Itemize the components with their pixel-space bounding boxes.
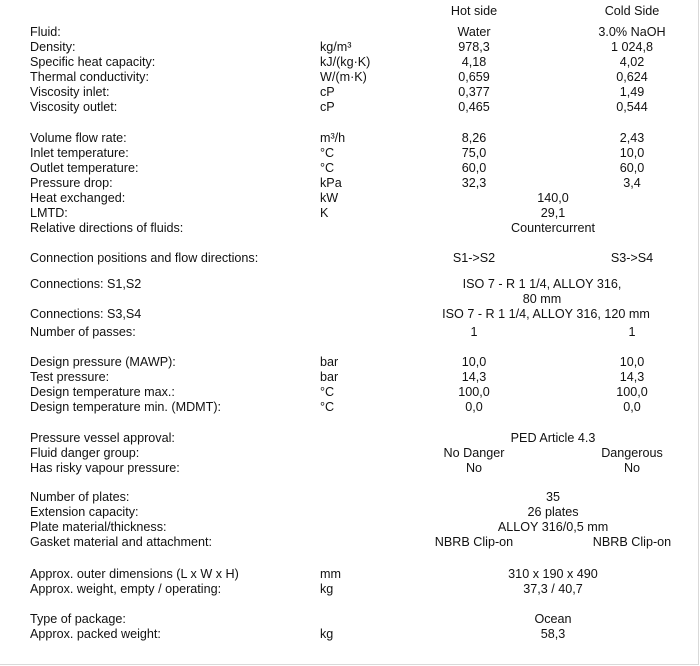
vapour-pressure-cold: No <box>623 461 641 475</box>
design-cold: 100,0 <box>616 385 648 399</box>
prop-cold: 4,02 <box>619 55 645 69</box>
package-type-label: Type of package: <box>30 612 126 626</box>
vapour-pressure-hot: No <box>465 461 483 475</box>
prop-unit: kg/m³ <box>320 40 352 54</box>
prop-label: Density: <box>30 40 76 54</box>
design-unit: bar <box>320 370 339 384</box>
header-cold-side: Cold Side <box>604 4 660 18</box>
design-unit: °C <box>320 385 335 399</box>
extension-value: 26 plates <box>527 505 579 519</box>
weight-label: Approx. weight, empty / operating: <box>30 582 222 596</box>
connections-s12-label: Connections: S1,S2 <box>30 277 142 291</box>
weight-value: 37,3 / 40,7 <box>523 582 583 596</box>
prop-hot: 0,465 <box>458 100 490 114</box>
connections-s34-label: Connections: S3,S4 <box>30 307 142 321</box>
fluid-cold: 3.0% NaOH <box>598 25 666 39</box>
plates-count-label: Number of plates: <box>30 490 130 504</box>
vessel-approval-label: Pressure vessel approval: <box>30 431 175 445</box>
prop-label: Viscosity inlet: <box>30 85 110 99</box>
plate-material-value: ALLOY 316/0,5 mm <box>497 520 609 534</box>
directions-value: Countercurrent <box>511 221 595 235</box>
prop-hot: 4,18 <box>461 55 487 69</box>
prop-unit: kJ/(kg·K) <box>320 55 371 69</box>
flow-cold: 2,43 <box>619 131 645 145</box>
prop-unit: cP <box>320 100 335 114</box>
prop-label: Viscosity outlet: <box>30 100 118 114</box>
prop-cold: 1 024,8 <box>610 40 654 54</box>
dimensions-label: Approx. outer dimensions (L x W x H) <box>30 567 239 581</box>
prop-hot: 0,659 <box>458 70 490 84</box>
lmtd-value: 29,1 <box>540 206 566 220</box>
lmtd-unit: K <box>320 206 329 220</box>
directions-label: Relative directions of fluids: <box>30 221 184 235</box>
flow-cold: 60,0 <box>619 161 645 175</box>
prop-unit: W/(m·K) <box>320 70 367 84</box>
danger-group-cold: Dangerous <box>601 446 663 460</box>
prop-hot: 0,377 <box>458 85 490 99</box>
flow-label: Inlet temperature: <box>30 146 129 160</box>
passes-hot: 1 <box>470 325 478 339</box>
design-hot: 10,0 <box>461 355 487 369</box>
packed-weight-label: Approx. packed weight: <box>30 627 161 641</box>
dimensions-unit: mm <box>320 567 341 581</box>
design-label: Design pressure (MAWP): <box>30 355 176 369</box>
fluid-hot: Water <box>457 25 491 39</box>
flow-label: Outlet temperature: <box>30 161 139 175</box>
flow-cold: 10,0 <box>619 146 645 160</box>
flow-unit: kPa <box>320 176 342 190</box>
plate-material-label: Plate material/thickness: <box>30 520 167 534</box>
connection-hot-direction: S1->S2 <box>452 251 496 265</box>
gasket-label: Gasket material and attachment: <box>30 535 213 549</box>
prop-label: Thermal conductivity: <box>30 70 149 84</box>
flow-unit: °C <box>320 146 335 160</box>
passes-label: Number of passes: <box>30 325 136 339</box>
weight-unit: kg <box>320 582 334 596</box>
dimensions-value: 310 x 190 x 490 <box>508 567 598 581</box>
connection-cold-direction: S3->S4 <box>610 251 654 265</box>
connections-s12-value: ISO 7 - R 1 1/4, ALLOY 316, 80 mm <box>462 277 622 306</box>
danger-group-label: Fluid danger group: <box>30 446 140 460</box>
flow-cold: 3,4 <box>623 176 641 190</box>
fluid-label: Fluid: <box>30 25 61 39</box>
design-hot: 0,0 <box>465 400 483 414</box>
header-hot-side: Hot side <box>450 4 498 18</box>
heat-value: 140,0 <box>537 191 569 205</box>
prop-cold: 1,49 <box>619 85 645 99</box>
danger-group-hot: No Danger <box>443 446 505 460</box>
vessel-approval-value: PED Article 4.3 <box>510 431 596 445</box>
package-type-value: Ocean <box>534 612 572 626</box>
flow-hot: 32,3 <box>461 176 487 190</box>
packed-weight-value: 58,3 <box>540 627 566 641</box>
design-cold: 0,0 <box>623 400 641 414</box>
flow-hot: 60,0 <box>461 161 487 175</box>
design-label: Design temperature max.: <box>30 385 175 399</box>
connection-positions-label: Connection positions and flow directions: <box>30 251 259 265</box>
prop-cold: 0,544 <box>616 100 648 114</box>
flow-unit: °C <box>320 161 335 175</box>
lmtd-label: LMTD: <box>30 206 68 220</box>
design-label: Test pressure: <box>30 370 110 384</box>
design-label: Design temperature min. (MDMT): <box>30 400 222 414</box>
design-hot: 100,0 <box>458 385 490 399</box>
heat-label: Heat exchanged: <box>30 191 126 205</box>
connections-s34-value: ISO 7 - R 1 1/4, ALLOY 316, 120 mm <box>442 307 650 321</box>
vapour-pressure-label: Has risky vapour pressure: <box>30 461 180 475</box>
design-hot: 14,3 <box>461 370 487 384</box>
prop-label: Specific heat capacity: <box>30 55 156 69</box>
prop-hot: 978,3 <box>458 40 490 54</box>
passes-cold: 1 <box>628 325 636 339</box>
plates-count-value: 35 <box>545 490 561 504</box>
flow-hot: 8,26 <box>461 131 487 145</box>
design-cold: 10,0 <box>619 355 645 369</box>
design-unit: bar <box>320 355 339 369</box>
flow-label: Pressure drop: <box>30 176 113 190</box>
heat-unit: kW <box>320 191 339 205</box>
design-cold: 14,3 <box>619 370 645 384</box>
flow-unit: m³/h <box>320 131 346 145</box>
design-unit: °C <box>320 400 335 414</box>
gasket-cold: NBRB Clip-on <box>592 535 672 549</box>
flow-hot: 75,0 <box>461 146 487 160</box>
extension-label: Extension capacity: <box>30 505 139 519</box>
prop-unit: cP <box>320 85 335 99</box>
packed-weight-unit: kg <box>320 627 334 641</box>
flow-label: Volume flow rate: <box>30 131 127 145</box>
prop-cold: 0,624 <box>616 70 648 84</box>
gasket-hot: NBRB Clip-on <box>434 535 514 549</box>
